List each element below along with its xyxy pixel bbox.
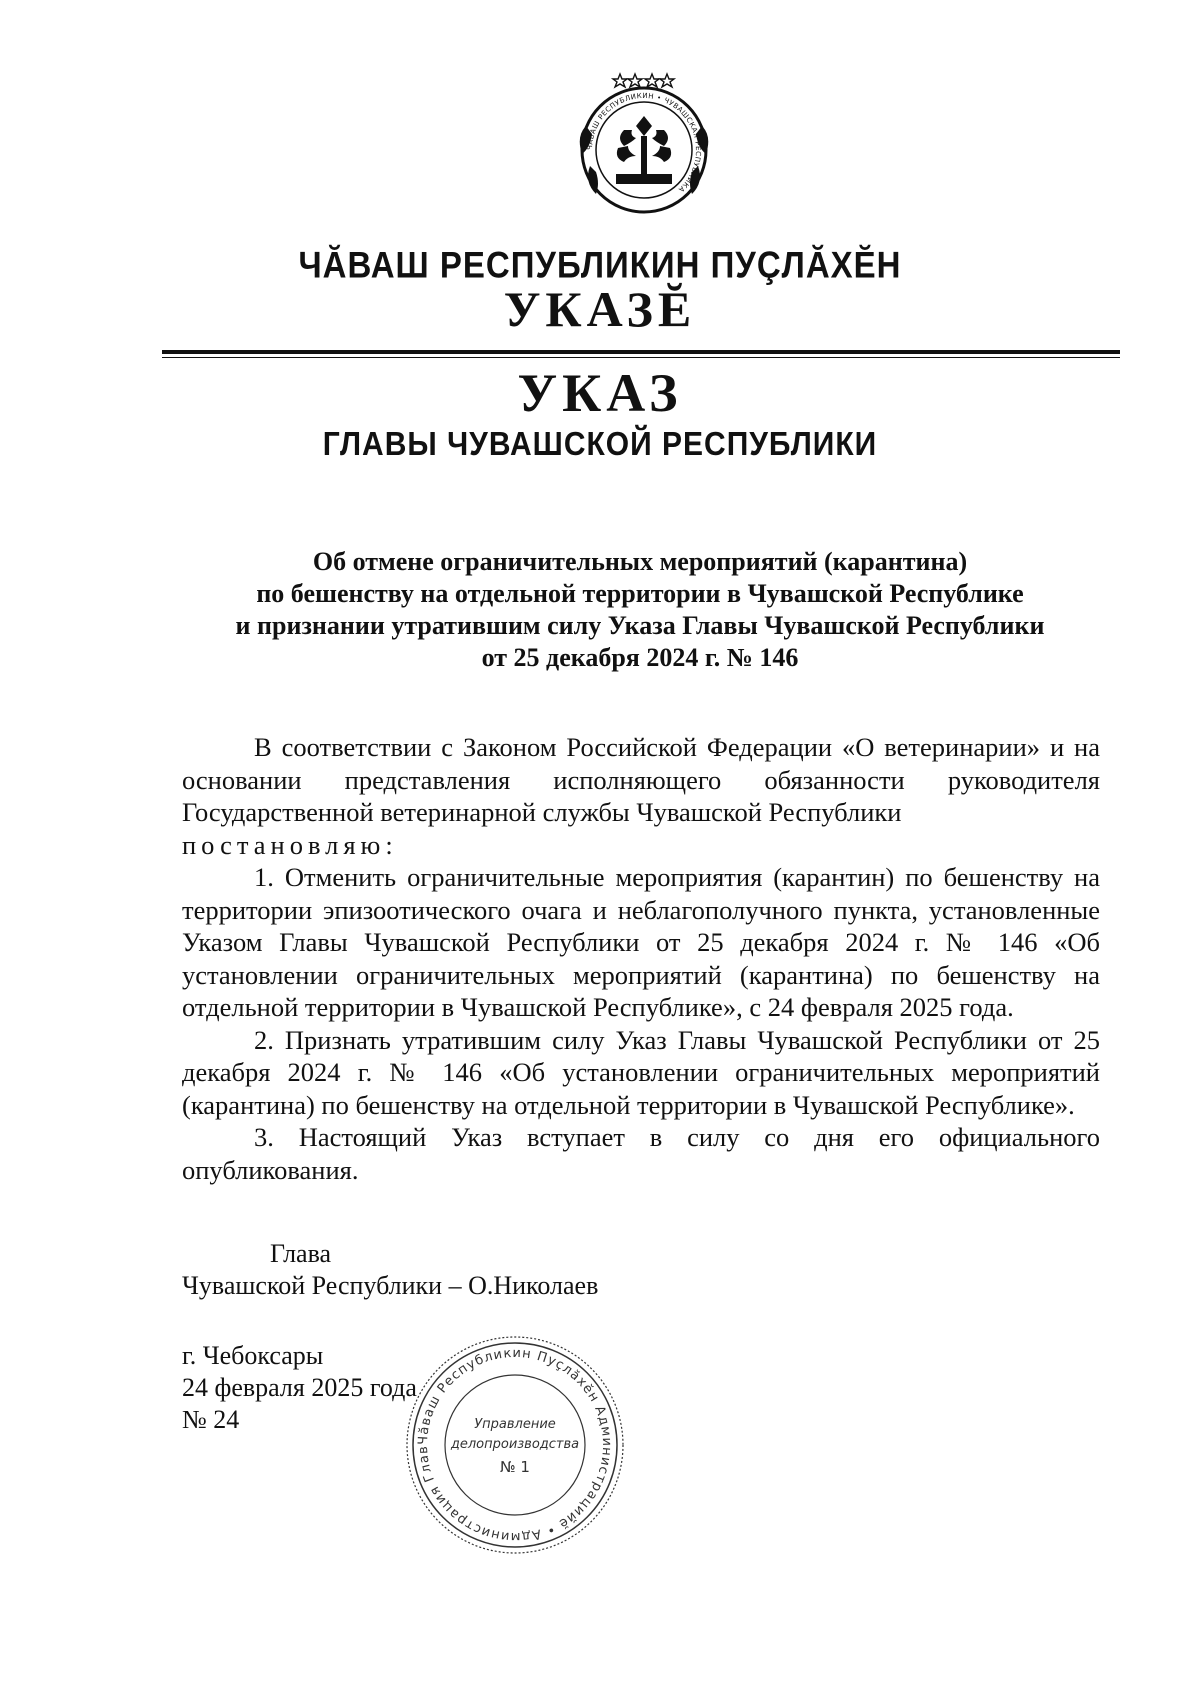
signature-position-line2 — [182, 1270, 598, 1302]
document-body — [182, 731, 1100, 1186]
title-line: по бешенству на отдельной территории в Чувашской Республике — [256, 579, 1024, 608]
footer-number: № 24 — [182, 1405, 240, 1434]
signature-position-text: Чувашской Республики — [182, 1271, 443, 1300]
signature-position-line1: Глава — [270, 1239, 332, 1268]
russian-subtitle: ГЛАВЫ ЧУВАШСКОЙ РЕСПУБЛИКИ — [322, 425, 878, 463]
footer-date: 24 февраля 2025 года — [182, 1373, 417, 1402]
decree-item-1: 1. Отменить ограничительные мероприятия (карантин) по бешенству на территории эпизоотического очага и неблагополучного пункта, установленные Указом Главы Чувашской Республики от 25 декабря 2024 г. № 146 «Об установлении ограничительных мероприятий (карантина) по бешенству на отдельной территории в Чувашской Республике», с 24 февраля 2025 года. — [182, 862, 1100, 1022]
header-rule-thick — [162, 350, 1120, 354]
seal-ring-text: Чăваш Республикин Пуçлăхĕн Администрацийĕ • Администрация Глав — [415, 1345, 615, 1545]
russian-ukaz-word: УКАЗ — [517, 363, 683, 423]
decree-word: постановляю: — [182, 829, 398, 860]
emblem-ring-text: ЧĂВАШ РЕСПУБЛИКИН • ЧУВАШСКАЯ РЕСПУБЛИКА — [585, 91, 703, 194]
footer-city: г. Чебоксары — [182, 1341, 324, 1370]
header-rule-thin — [162, 357, 1120, 358]
document-title — [160, 546, 1120, 674]
chuvash-ukaz-word: УКАЗĔ — [503, 281, 697, 337]
preamble-paragraph: В соответствии с Законом Российской Федерации «О ветеринарии» и на основании представления исполняющего обязанности руководителя Государственной ветеринарной службы Чувашской Республики — [182, 732, 1100, 827]
decree-item-2: 2. Признать утратившим силу Указ Главы Чувашской Республики от 25 декабря 2024 г. № 146 «Об установлении ограничительных мероприятий (карантина) по бешенству на отдельной территории в Чувашской Республике». — [182, 1024, 1100, 1120]
decree-item-3: 3. Настоящий Указ вступает в силу со дня его официального опубликования. — [182, 1122, 1100, 1185]
chuvash-header-line: ЧĂВАШ РЕСПУБЛИКИН ПУÇЛĂХĔН — [298, 243, 902, 286]
title-line: и признании утратившим силу Указа Главы Чувашской Республики — [235, 611, 1045, 640]
seal-center-line1: Управление — [474, 1417, 556, 1432]
seal-center-line2: делопроизводства — [450, 1437, 580, 1452]
chuvash-coat-of-arms-icon — [566, 66, 722, 222]
signatory-name: О.Николаев — [468, 1271, 599, 1300]
title-line: от 25 декабря 2024 г. № 146 — [481, 643, 799, 672]
official-seal — [400, 1330, 630, 1560]
seal-center-line3: № 1 — [500, 1458, 530, 1476]
signature-dash: – — [448, 1271, 462, 1300]
title-line: Об отмене ограничительных мероприятий (карантина) — [312, 547, 968, 576]
official-seal-icon — [400, 1330, 630, 1560]
coat-of-arms-emblem — [566, 66, 722, 222]
